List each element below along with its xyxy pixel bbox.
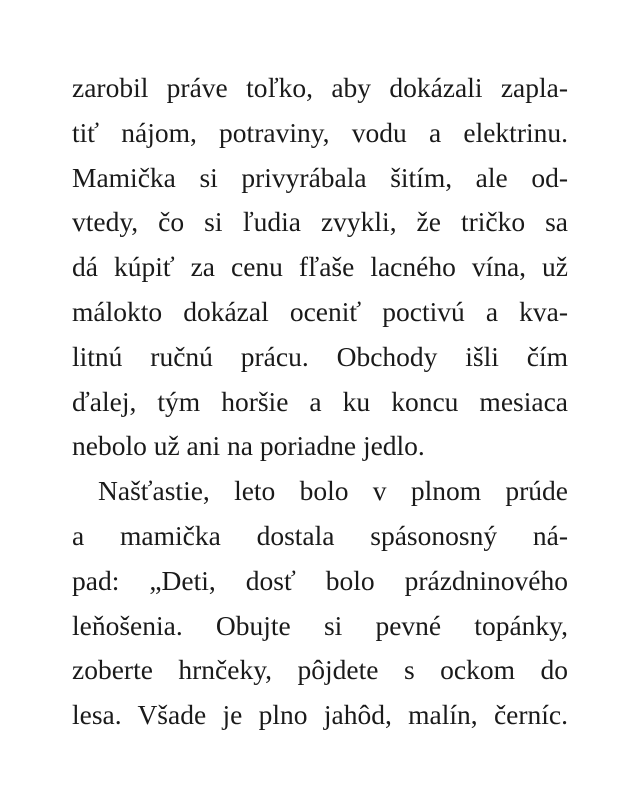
- text-line: dá kúpiť za cenu fľaše lacného vína, už: [72, 251, 568, 283]
- text-line: pad: „Deti, dosť bolo prázdninového: [72, 564, 568, 596]
- text-line: nebolo už ani na poriadne jedlo.: [72, 430, 425, 462]
- text-line: lesa. Všade je plno jahôd, malín, černíc.: [72, 699, 568, 731]
- text-line: a mamička dostala spásonosný ná-: [72, 519, 568, 551]
- text-line: vtedy, čo si ľudia zvykli, že tričko sa: [72, 206, 568, 238]
- text-line: ďalej, tým horšie a ku koncu mesiaca: [72, 385, 568, 417]
- paragraph-2: [72, 469, 568, 738]
- book-page: [72, 66, 568, 738]
- text-line: litnú ručnú prácu. Obchody išli čím: [72, 340, 568, 372]
- text-line: málokto dokázal oceniť poctivú a kva-: [72, 295, 568, 327]
- text-line: Našťastie, leto bolo v plnom prúde: [98, 475, 568, 507]
- text-line: Mamička si privyrábala šitím, ale od-: [72, 161, 568, 193]
- text-line: leňošenia. Obujte si pevné topánky,: [72, 609, 568, 641]
- text-line: zarobil práve toľko, aby dokázali zapla-: [72, 72, 568, 103]
- text-line: zoberte hrnčeky, pôjdete s ockom do: [72, 654, 568, 686]
- text-line: tiť nájom, potraviny, vodu a elektrinu.: [72, 116, 568, 148]
- paragraph-1: [72, 66, 568, 469]
